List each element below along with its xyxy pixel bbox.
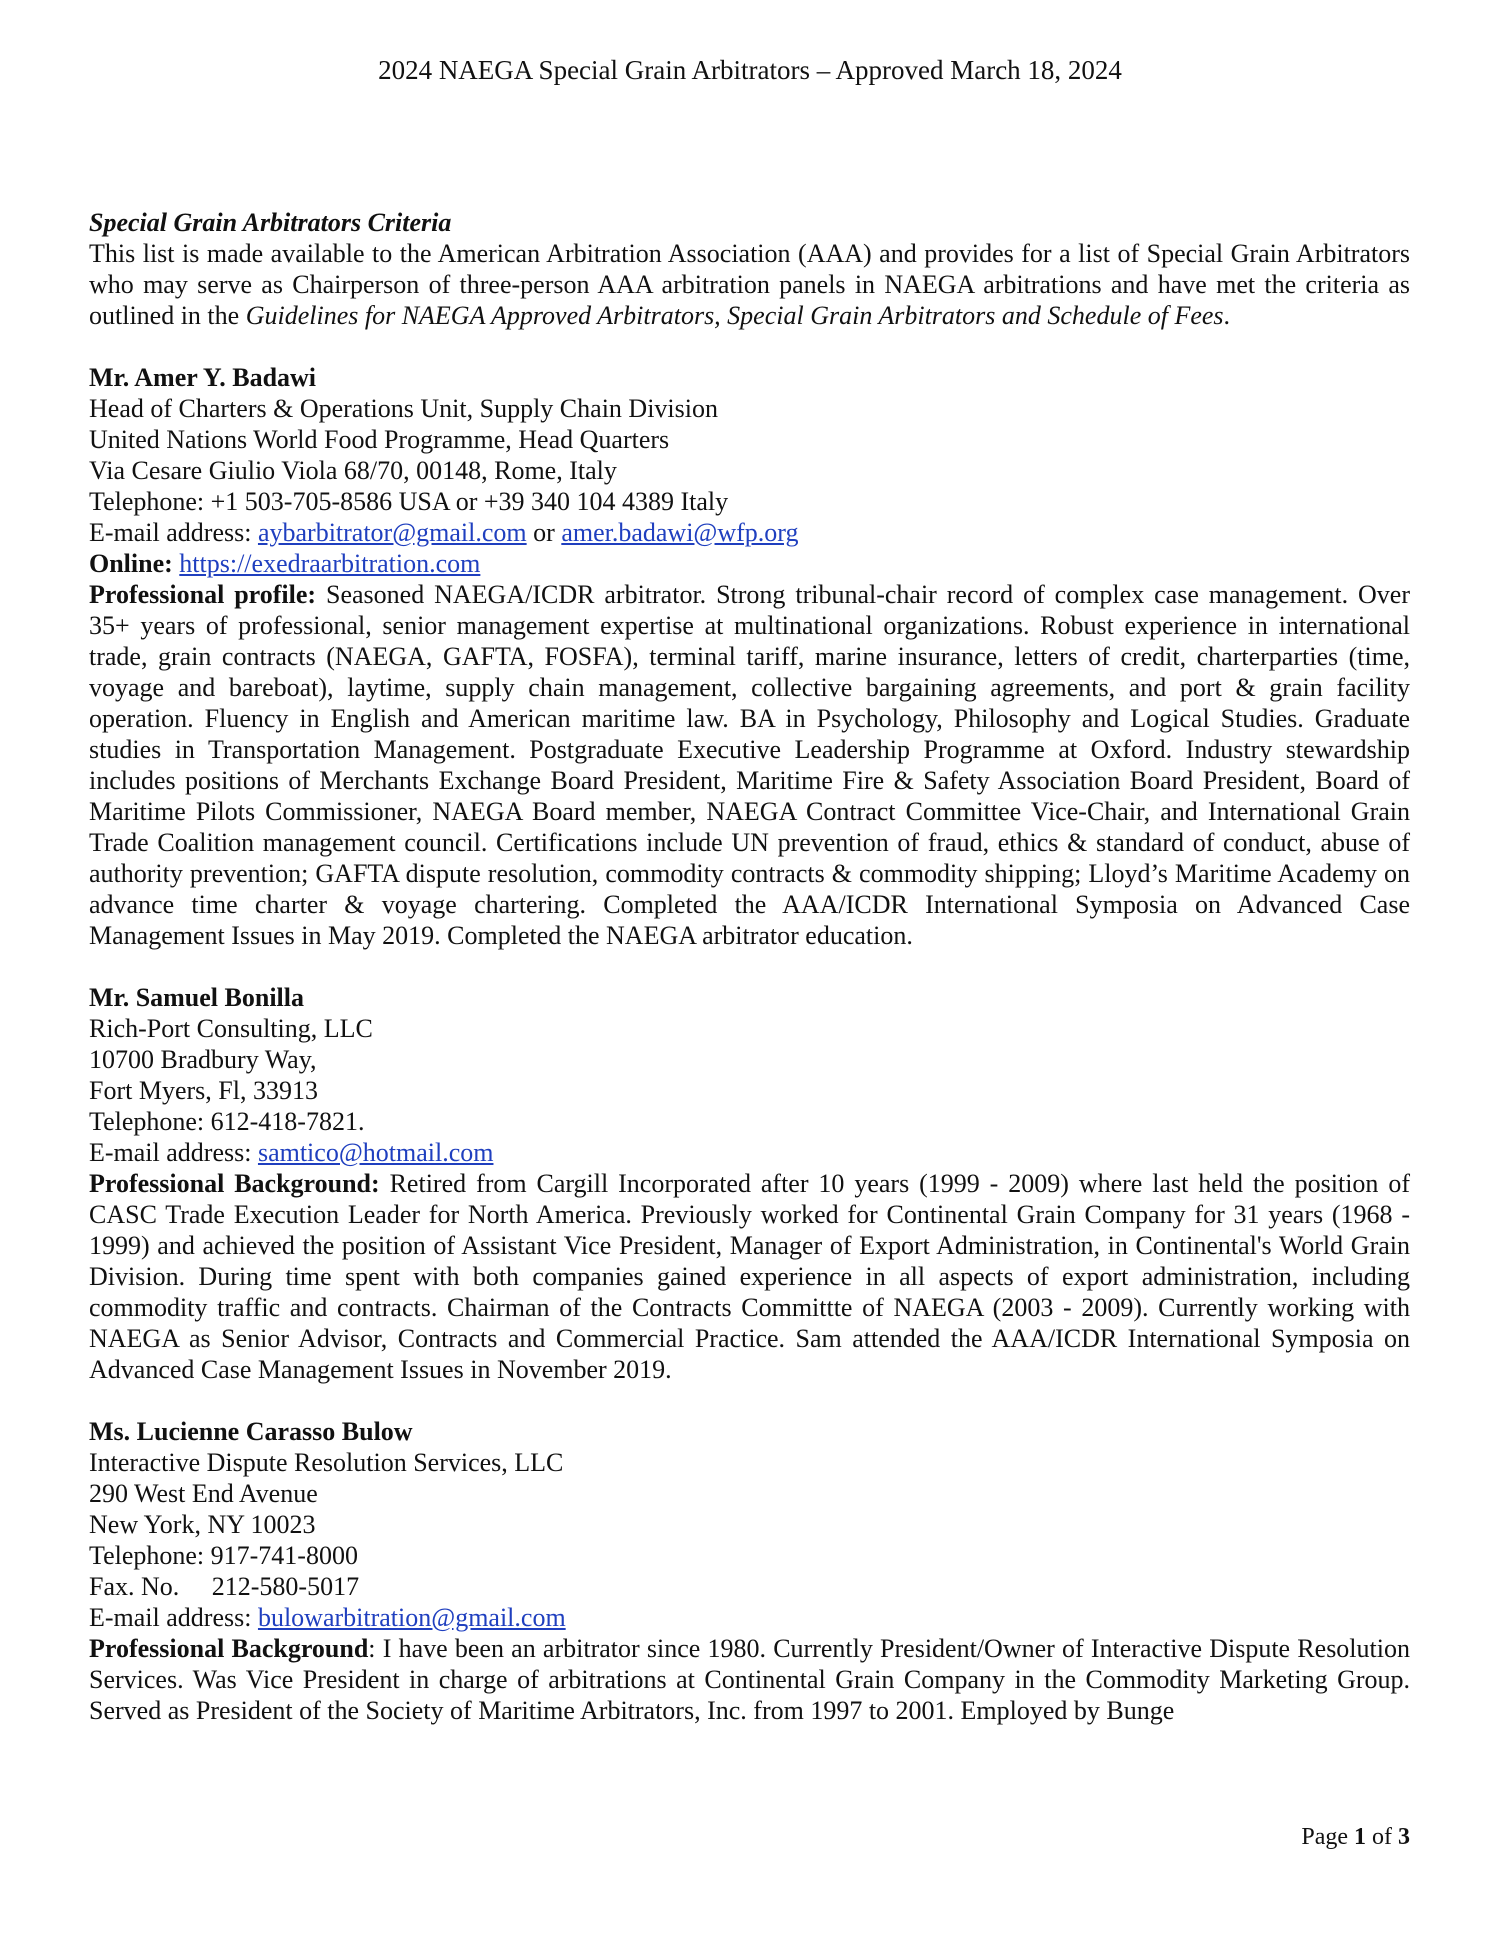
address-line: New York, NY 10023	[89, 1510, 316, 1539]
telephone-line: Telephone: 612-418-7821.	[89, 1107, 365, 1136]
fax-line: Fax. No. 212-580-5017	[89, 1572, 360, 1601]
address-line: 10700 Bradbury Way,	[89, 1045, 317, 1074]
professional-background: Professional Background: I have been an arbitrator since 1980. Currently President/Owner of Interactive Dispute Resolution Services. Was Vice President in charge of arbitrations at Continental Grain Company in the Commodity Marketing Group. Served as President of the Society of Maritime Arbitrators, Inc. from 1997 to 2001. Employed by Bunge	[89, 1634, 1410, 1725]
email-line: E-mail address: samtico@hotmail.com	[89, 1138, 494, 1167]
criteria-heading: Special Grain Arbitrators Criteria	[89, 208, 452, 237]
address-line: 290 West End Avenue	[89, 1479, 318, 1508]
page-number: Page 1 of 3	[1301, 1824, 1410, 1850]
address-line: Via Cesare Giulio Viola 68/70, 00148, Rome, Italy	[89, 456, 617, 485]
document-body	[89, 207, 1410, 1726]
address-line: Interactive Dispute Resolution Services, LLC	[89, 1448, 564, 1477]
address-line: Rich-Port Consulting, LLC	[89, 1014, 373, 1043]
address-line: Fort Myers, Fl, 33913	[89, 1076, 318, 1105]
address-line: Head of Charters & Operations Unit, Supply Chain Division	[89, 394, 718, 423]
arbitrator-name: Mr. Amer Y. Badawi	[89, 363, 317, 392]
arbitrator-entry	[89, 982, 1410, 1385]
guidelines-reference: Guidelines for NAEGA Approved Arbitrators, Special Grain Arbitrators and Schedule of Fees	[245, 301, 1224, 330]
professional-background: Professional Background: Retired from Cargill Incorporated after 10 years (1999 - 2009) where last held the position of CASC Trade Execution Leader for North America. Previously worked for Continental Grain Company for 31 years (1968 - 1999) and achieved the position of Assistant Vice President, Manager of Export Administration, in Continental's World Grain Division. During time spent with both companies gained experience in all aspects of export administration, including commodity traffic and contracts. Chairman of the Contracts Committte of NAEGA (2003 - 2009). Currently working with NAEGA as Senior Advisor, Contracts and Commercial Practice. Sam attended the AAA/ICDR International Symposia on Advanced Case Management Issues in November 2019.	[89, 1169, 1410, 1384]
address-line: United Nations World Food Programme, Head Quarters	[89, 425, 670, 454]
arbitrator-entry	[89, 362, 1410, 951]
telephone-line: Telephone: 917-741-8000	[89, 1541, 358, 1570]
email-link[interactable]: amer.badawi@wfp.org	[561, 518, 799, 547]
arbitrator-name: Mr. Samuel Bonilla	[89, 983, 305, 1012]
email-line: E-mail address: bulowarbitration@gmail.com	[89, 1603, 566, 1632]
telephone-line: Telephone: +1 503-705-8586 USA or +39 340 104 4389 Italy	[89, 487, 729, 516]
email-link[interactable]: samtico@hotmail.com	[257, 1138, 494, 1167]
arbitrator-name: Ms. Lucienne Carasso Bulow	[89, 1417, 413, 1446]
email-line: E-mail address: aybarbitrator@gmail.com or amer.badawi@wfp.org	[89, 518, 799, 547]
arbitrator-entry	[89, 1416, 1410, 1726]
online-line: Online: https://exedraarbitration.com	[89, 549, 481, 578]
email-link[interactable]: bulowarbitration@gmail.com	[257, 1603, 566, 1632]
email-link[interactable]: aybarbitrator@gmail.com	[257, 518, 527, 547]
page-header-title: 2024 NAEGA Special Grain Arbitrators – Approved March 18, 2024	[378, 55, 1122, 85]
professional-profile: Professional profile: Seasoned NAEGA/ICDR arbitrator. Strong tribunal-chair record of complex case management. Over 35+ years of professional, senior management expertise at multinational organizations. Robust experience in international trade, grain contracts (NAEGA, GAFTA, FOSFA), terminal tariff, marine insurance, letters of credit, charterparties (time, voyage and bareboat), laytime, supply chain management, collective bargaining agreements, and port & grain facility operation. Fluency in English and American maritime law. BA in Psychology, Philosophy and Logical Studies. Graduate studies in Transportation Management. Postgraduate Executive Leadership Programme at Oxford. Industry stewardship includes positions of Merchants Exchange Board President, Maritime Fire & Safety Association Board President, Board of Maritime Pilots Commissioner, NAEGA Board member, NAEGA Contract Committee Vice-Chair, and International Grain Trade Coalition management council. Certifications include UN prevention of fraud, ethics & standard of conduct, abuse of authority prevention; GAFTA dispute resolution, commodity contracts & commodity shipping; Lloyd’s Maritime Academy on advance time charter & voyage chartering. Completed the AAA/ICDR International Symposia on Advanced Case Management Issues in May 2019. Completed the NAEGA arbitrator education.	[89, 580, 1411, 950]
website-link[interactable]: https://exedraarbitration.com	[179, 549, 481, 578]
criteria-paragraph: This list is made available to the American Arbitration Association (AAA) and provides for a list of Special Grain Arbitrators who may serve as Chairperson of three-person AAA arbitration panels in NAEGA arbitrations and have met the criteria as outlined in the Guidelines for NAEGA Approved Arbitrators, Special Grain Arbitrators and Schedule of Fees.	[89, 239, 1410, 330]
